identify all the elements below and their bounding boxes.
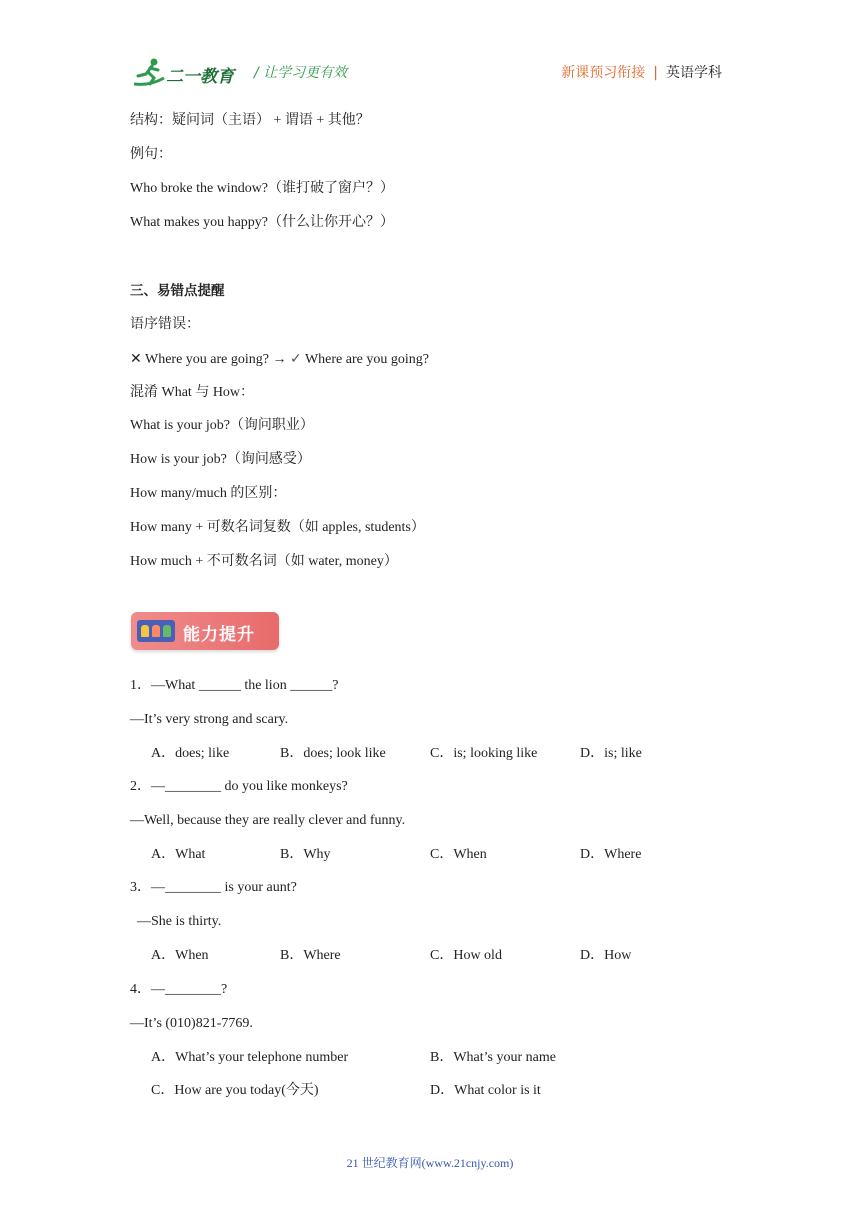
example-label: 例句： bbox=[130, 147, 172, 162]
wrong-sentence: Where you are going? → bbox=[144, 352, 290, 367]
note-line: 混淆 What 与 How： bbox=[130, 385, 255, 400]
question-stem: 2．—________ do you like monkeys? bbox=[130, 779, 348, 794]
correct-sentence: Where are you going? bbox=[304, 352, 429, 367]
question-stem: 3．—________ is your aunt? bbox=[130, 880, 297, 895]
note-line: What is your job?（询问职业） bbox=[130, 418, 314, 433]
option-b: B．Why bbox=[280, 847, 331, 862]
logo bbox=[130, 56, 240, 90]
question-stem: 4．—________? bbox=[130, 982, 228, 997]
note-line: How many + 可数名词复数（如 apples, students） bbox=[130, 520, 425, 535]
option-c: C．How are you today(今天) bbox=[151, 1083, 319, 1098]
note-line: How many/much 的区别： bbox=[130, 486, 287, 501]
option-d: D．What color is it bbox=[430, 1083, 541, 1098]
example-sentence: What makes you happy?（什么让你开心？） bbox=[130, 215, 395, 230]
header-course-title: 新课预习衔接 bbox=[561, 65, 646, 81]
note-line: 语序错误： bbox=[130, 317, 200, 332]
header-subject: 英语学科 bbox=[666, 65, 722, 81]
option-d: D．How bbox=[580, 948, 632, 963]
check-icon: ✓ bbox=[289, 351, 302, 367]
ability-badge bbox=[131, 612, 279, 650]
question-dialogue: —It’s (010)821-7769. bbox=[130, 1016, 253, 1031]
option-c: C．How old bbox=[430, 948, 502, 963]
header-right bbox=[561, 62, 722, 82]
structure-line: 结构：疑问词（主语） + 谓语 + 其他？ bbox=[130, 113, 370, 128]
option-d: D．Where bbox=[580, 847, 642, 862]
badge-label: 能力提升 bbox=[183, 625, 255, 645]
page-footer: 21 世纪教育网(www.21cnjy.com) bbox=[346, 1156, 514, 1170]
option-b: B．What’s your name bbox=[430, 1050, 556, 1065]
question-dialogue: —Well, because they are really clever and funny. bbox=[130, 813, 406, 828]
option-a: A．does; like bbox=[151, 746, 230, 761]
example-sentence: Who broke the window?（谁打破了窗户？） bbox=[130, 181, 395, 196]
option-b: B．Where bbox=[280, 948, 341, 963]
note-line: How is your job?（询问感受） bbox=[130, 452, 311, 467]
question-dialogue: —She is thirty. bbox=[137, 914, 222, 929]
option-a: A．What’s your telephone number bbox=[151, 1050, 349, 1065]
logo-text: 二一教育 bbox=[166, 67, 234, 87]
question-dialogue: —It’s very strong and scary. bbox=[130, 712, 289, 727]
option-c: C．When bbox=[430, 847, 487, 862]
cross-icon: ✕ bbox=[130, 351, 142, 367]
question-stem: 1．—What ______ the lion ______? bbox=[130, 678, 339, 693]
option-c: C．is; looking like bbox=[430, 746, 538, 761]
header-separator: | bbox=[653, 65, 658, 81]
option-a: A．When bbox=[151, 948, 209, 963]
header-slogan: / 让学习更有效 bbox=[254, 65, 348, 81]
word-order-example bbox=[130, 349, 429, 370]
note-line: How much + 不可数名词（如 water, money） bbox=[130, 554, 398, 569]
section-heading: 三、易错点提醒 bbox=[130, 283, 225, 299]
option-b: B．does; look like bbox=[280, 746, 386, 761]
people-icon bbox=[137, 620, 175, 642]
option-a: A．What bbox=[151, 847, 206, 862]
option-d: D．is; like bbox=[580, 746, 642, 761]
